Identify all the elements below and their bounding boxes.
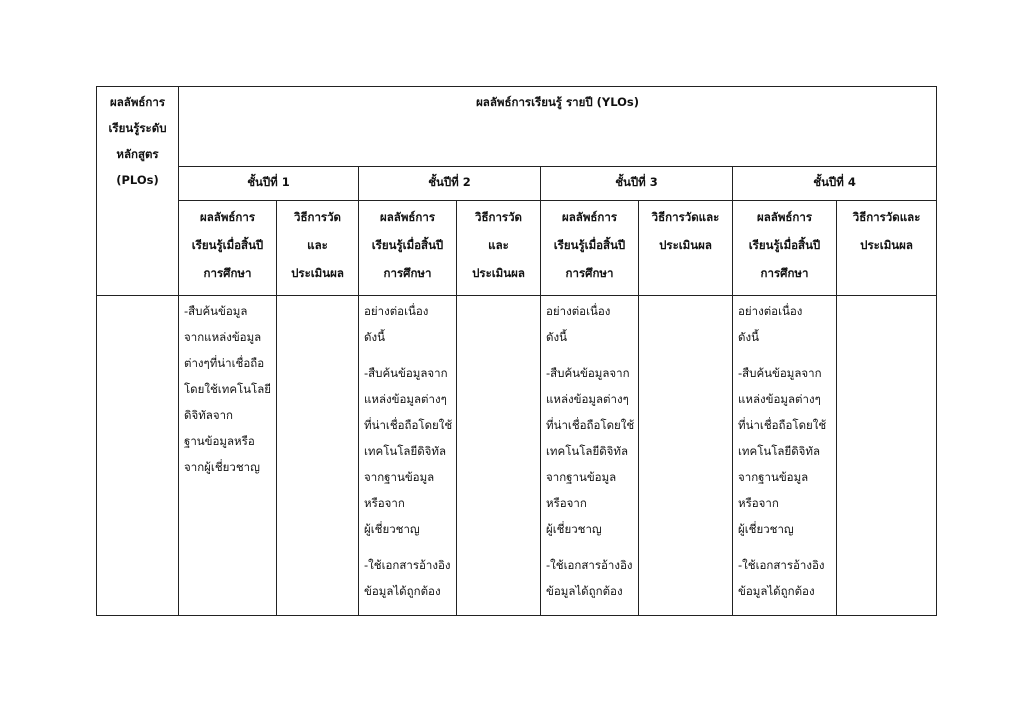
measure-header-line: และ	[488, 238, 509, 252]
outcome-header-line: การศึกษา	[760, 266, 809, 280]
intro-line: ดังนี้	[738, 330, 759, 344]
y1-outcome-header	[179, 201, 277, 296]
item-line: แหล่งข้อมูลต่างๆ	[738, 392, 821, 406]
y3-measure-header	[639, 201, 733, 296]
measure-header-line: ประเมินผล	[472, 266, 525, 280]
outcome-header-line: การศึกษา	[565, 266, 614, 280]
outcome-header-line: เรียนรู้เมื่อสิ้นปี	[748, 238, 821, 252]
item-line: เทคโนโลยีดิจิทัล	[546, 444, 629, 458]
outcome-header-line: การศึกษา	[383, 266, 432, 280]
item-line: ที่น่าเชื่อถือโดยใช้	[546, 418, 635, 432]
outcome-header-line: เรียนรู้เมื่อสิ้นปี	[553, 238, 626, 252]
item-1-paragraph	[546, 360, 635, 542]
item-2-paragraph	[738, 552, 833, 604]
plo-header-line: หลักสูตร	[116, 147, 159, 161]
item-line: เทคโนโลยีดิจิทัล	[738, 444, 821, 458]
ylo-header-title: ผลลัพธ์การเรียนรู้ รายปี (YLOs)	[476, 95, 640, 109]
intro-line: ดังนี้	[546, 330, 567, 344]
year-4-header	[733, 167, 937, 201]
y4-outcome-header	[733, 201, 837, 296]
item-line: หรือจาก	[364, 496, 405, 510]
year-label: ชั้นปีที่ 3	[615, 175, 658, 189]
ylo-header-cell	[179, 87, 937, 167]
intro-paragraph	[546, 298, 635, 350]
y4-measure-header	[837, 201, 937, 296]
item-line: -ใช้เอกสารอ้างอิง	[546, 558, 633, 572]
measure-header-line: วิธีการวัดและ	[651, 210, 720, 224]
measure-header-line: ประเมินผล	[659, 238, 712, 252]
outcome-header-line: ผลลัพธ์การ	[561, 210, 618, 224]
item-line: ผู้เชี่ยวชาญ	[738, 522, 794, 536]
item-line: ที่น่าเชื่อถือโดยใช้	[364, 418, 453, 432]
item-1-paragraph	[738, 360, 833, 542]
outcome-header-line: เรียนรู้เมื่อสิ้นปี	[191, 238, 264, 252]
plo-header-line: เรียนรู้ระดับ	[108, 121, 167, 135]
outcome-line: จากแหล่งข้อมูล	[184, 330, 262, 344]
intro-line: อย่างต่อเนื่อง	[364, 304, 429, 318]
item-line: -ใช้เอกสารอ้างอิง	[364, 558, 451, 572]
item-line: หรือจาก	[546, 496, 587, 510]
item-line: แหล่งข้อมูลต่างๆ	[546, 392, 629, 406]
y4-measure-cell	[837, 296, 937, 616]
year-label: ชั้นปีที่ 4	[813, 175, 856, 189]
year-label: ชั้นปีที่ 1	[247, 175, 290, 189]
measure-header-line: ประเมินผล	[860, 238, 913, 252]
measure-header-line: วิธีการวัด	[294, 210, 341, 224]
measure-header-line: และ	[307, 238, 328, 252]
y1-outcome-cell	[179, 296, 277, 616]
item-line: ข้อมูลได้ถูกต้อง	[546, 584, 623, 598]
item-line: ข้อมูลได้ถูกต้อง	[364, 584, 441, 598]
outcome-header-line: เรียนรู้เมื่อสิ้นปี	[371, 238, 444, 252]
item-line: เทคโนโลยีดิจิทัล	[364, 444, 447, 458]
item-line: แหล่งข้อมูลต่างๆ	[364, 392, 447, 406]
year-1-header	[179, 167, 359, 201]
intro-paragraph	[364, 298, 453, 350]
item-line: -สืบค้นข้อมูลจาก	[546, 366, 630, 380]
year-label: ชั้นปีที่ 2	[428, 175, 471, 189]
item-line: ผู้เชี่ยวชาญ	[546, 522, 602, 536]
y2-measure-cell	[457, 296, 541, 616]
item-1-paragraph	[364, 360, 453, 542]
item-line: -สืบค้นข้อมูลจาก	[364, 366, 448, 380]
outcome-line: ฐานข้อมูลหรือ	[184, 434, 255, 448]
plo-body-cell	[97, 296, 179, 616]
y3-measure-cell	[639, 296, 733, 616]
outcome-line: โดยใช้เทคโนโลยี	[184, 382, 272, 396]
y2-measure-header	[457, 201, 541, 296]
outcome-line: ต่างๆที่น่าเชื่อถือ	[184, 356, 265, 370]
item-line: จากฐานข้อมูล	[364, 470, 435, 484]
y3-outcome-header	[541, 201, 639, 296]
item-line: หรือจาก	[738, 496, 779, 510]
plo-header-line: (PLOs)	[116, 173, 159, 187]
item-2-paragraph	[546, 552, 635, 604]
year-2-header	[359, 167, 541, 201]
outcome-line: ดิจิทัลจาก	[184, 408, 233, 422]
outcome-header-line: การศึกษา	[203, 266, 252, 280]
item-line: ข้อมูลได้ถูกต้อง	[738, 584, 815, 598]
measure-header-line: วิธีการวัดและ	[852, 210, 921, 224]
item-line: จากฐานข้อมูล	[738, 470, 809, 484]
measure-header-line: วิธีการวัด	[475, 210, 522, 224]
plo-header-cell	[97, 87, 179, 296]
outcome-header-line: ผลลัพธ์การ	[756, 210, 813, 224]
y1-measure-cell	[277, 296, 359, 616]
outcome-header-line: ผลลัพธ์การ	[379, 210, 436, 224]
year-3-header	[541, 167, 733, 201]
item-line: ผู้เชี่ยวชาญ	[364, 522, 420, 536]
outcome-line: -สืบค้นข้อมูล	[184, 304, 248, 318]
y3-outcome-cell	[541, 296, 639, 616]
intro-paragraph	[738, 298, 833, 350]
y4-outcome-cell	[733, 296, 837, 616]
intro-line: อย่างต่อเนื่อง	[738, 304, 803, 318]
y2-outcome-cell	[359, 296, 457, 616]
outcome-header-line: ผลลัพธ์การ	[199, 210, 256, 224]
outcome-line: จากผู้เชี่ยวชาญ	[184, 460, 260, 474]
item-line: ที่น่าเชื่อถือโดยใช้	[738, 418, 827, 432]
item-line: -ใช้เอกสารอ้างอิง	[738, 558, 825, 572]
y1-measure-header	[277, 201, 359, 296]
item-line: จากฐานข้อมูล	[546, 470, 617, 484]
item-2-paragraph	[364, 552, 453, 604]
intro-line: ดังนี้	[364, 330, 385, 344]
intro-line: อย่างต่อเนื่อง	[546, 304, 611, 318]
ylo-table	[96, 86, 937, 616]
item-line: -สืบค้นข้อมูลจาก	[738, 366, 822, 380]
y2-outcome-header	[359, 201, 457, 296]
measure-header-line: ประเมินผล	[291, 266, 344, 280]
plo-header-line: ผลลัพธ์การ	[109, 95, 166, 109]
